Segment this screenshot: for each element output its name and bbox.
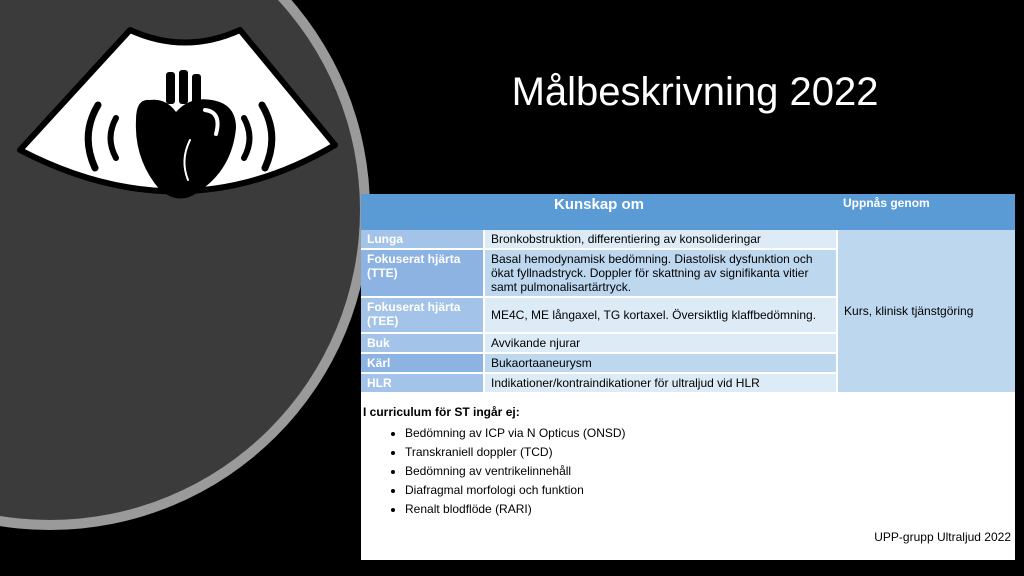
row-description: Bronkobstruktion, differentiering av konsolideringar	[484, 230, 837, 249]
row-description: ME4C, ME långaxel, TG kortaxel. Översiktlig klaffbedömning.	[484, 297, 837, 333]
row-category: Kärl	[361, 353, 484, 373]
table-header-row	[361, 194, 1015, 230]
row-category: Buk	[361, 333, 484, 353]
footer-credit: UPP-grupp Ultraljud 2022	[874, 530, 1011, 544]
table-row	[361, 230, 1015, 249]
slide-title: Målbeskrivning 2022	[511, 70, 879, 114]
row-description: Basal hemodynamisk bedömning. Diastolisk dysfunktion och ökat fyllnadstryck. Doppler för skattning av signifikanta vitier samt pulmonalisartärtryck.	[484, 249, 837, 297]
method-cell: Kurs, klinisk tjänstgöring	[837, 230, 1015, 393]
row-description: Indikationer/kontraindikationer för ultraljud vid HLR	[484, 373, 837, 393]
list-item: • Renalt blodflöde (RARI)	[405, 502, 626, 516]
list-item: • Diafragmal morfologi och funktion	[405, 483, 626, 497]
header-kunskap: Kunskap om	[361, 194, 837, 230]
list-item: • Bedömning av ICP via N Opticus (ONSD)	[405, 426, 626, 440]
row-category: Fokuserat hjärta (TTE)	[361, 249, 484, 297]
goals-table	[361, 194, 1015, 394]
content-panel	[361, 194, 1015, 560]
list-item: • Bedömning av ventrikelinnehåll	[405, 464, 626, 478]
row-category: Lunga	[361, 230, 484, 249]
row-description: Bukaortaaneurysm	[484, 353, 837, 373]
curriculum-list	[379, 426, 626, 521]
curriculum-heading: I curriculum för ST ingår ej:	[363, 405, 520, 419]
list-item: • Transkraniell doppler (TCD)	[405, 445, 626, 459]
row-category: HLR	[361, 373, 484, 393]
row-description: Avvikande njurar	[484, 333, 837, 353]
header-uppnas: Uppnås genom	[837, 194, 1015, 230]
row-category: Fokuserat hjärta (TEE)	[361, 297, 484, 333]
